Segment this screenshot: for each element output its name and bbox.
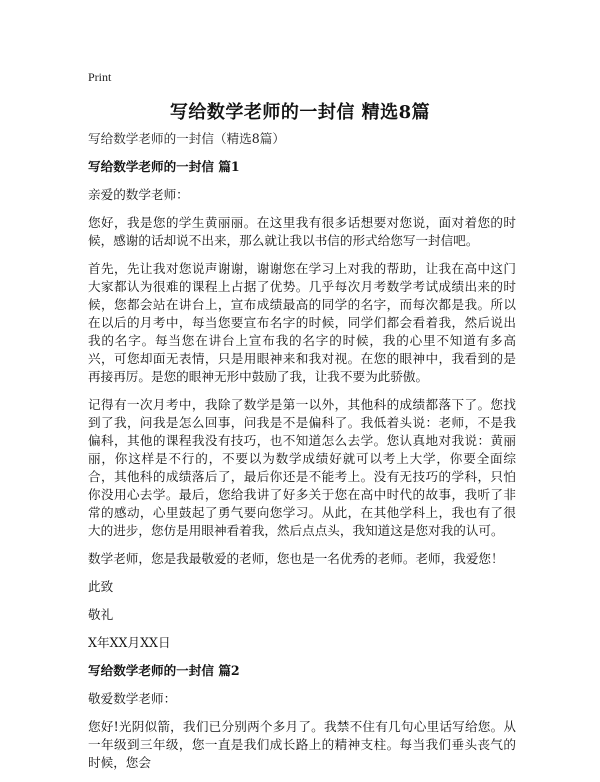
letter-greeting-1: 亲爱的数学老师： bbox=[88, 187, 189, 202]
letter-paragraph: 您好!光阴似箭，我们已分别两个多月了。我禁不住有几句心里话写给您。从一年级到三年级，您一直是我们成长路上的精神支柱。每当我们垂头丧气的时候，您会 bbox=[88, 719, 516, 770]
letter-paragraph: 记得有一次月考中，我除了数学是第一以外，其他科的成绩都落下了。您找到了我，问我是怎么回事，问我是不是偏科了。我低着头说：老师，不是我偏科，其他的课程我没有技巧，也不知道怎么去学。您认真地对我说：黄丽丽，你这样是不行的，不要以为数学成绩好就可以考上大学，你要全面综合，其他科的成绩落后了，最后你还是不能考上。没有无技巧的学科，只怕你没用心去学。最后，您给我讲了好多关于您在高中时代的故事，我听了非常的感动，心里鼓起了勇气要向您学习。从此，在其他学科上，我也有了很大的进步，您仿是用眼神看着我，然后点点头，我知道这是您对我的认可。 bbox=[88, 397, 516, 538]
section-heading-1: 写给数学老师的一封信 篇1 bbox=[88, 159, 240, 174]
letter-paragraph: 数学老师，您是我最敬爱的老师，您也是一名优秀的老师。老师，我爱您！ bbox=[88, 551, 504, 566]
letter-paragraph: 首先，先让我对您说声谢谢，谢谢您在学习上对我的帮助，让我在高中这门大家都认为很难的课程上占据了优势。几乎每次月考数学考试成绩出来的时候，您都会站在讲台上，宣布成绩最高的同学的名字，而每次都是我。所以在以后的月考中，每当您要宣布名字的时候，同学们都会看着我，然后说出我的名字。每当您在讲台上宣布我的名字的时候，我的心里不知道有多高兴，可您却面无表情，只是用眼神来和我对视。在您的眼神中，我看到的是再接再厉。是您的眼神无形中鼓励了我，让我不要为此骄傲。 bbox=[88, 261, 516, 384]
section-heading-2: 写给数学老师的一封信 篇2 bbox=[88, 663, 240, 678]
letter-greeting-2: 敬爱数学老师： bbox=[88, 691, 177, 706]
document-body bbox=[88, 130, 516, 782]
document-subtitle: 写给数学老师的一封信（精选8篇） bbox=[88, 131, 285, 146]
print-link[interactable]: Print bbox=[88, 70, 112, 84]
letter-date: X年XX月XX日 bbox=[88, 635, 171, 650]
letter-closing-regards: 敬礼 bbox=[88, 607, 114, 622]
document-title: 写给数学老师的一封信 精选8篇 bbox=[169, 102, 431, 123]
letter-paragraph: 您好，我是您的学生黄丽丽。在这里我有很多话想要对您说，面对着您的时候，感谢的话却说不出来，那么就让我以书信的形式给您写一封信吧。 bbox=[88, 215, 516, 248]
letter-closing-salutation: 此致 bbox=[88, 579, 114, 594]
